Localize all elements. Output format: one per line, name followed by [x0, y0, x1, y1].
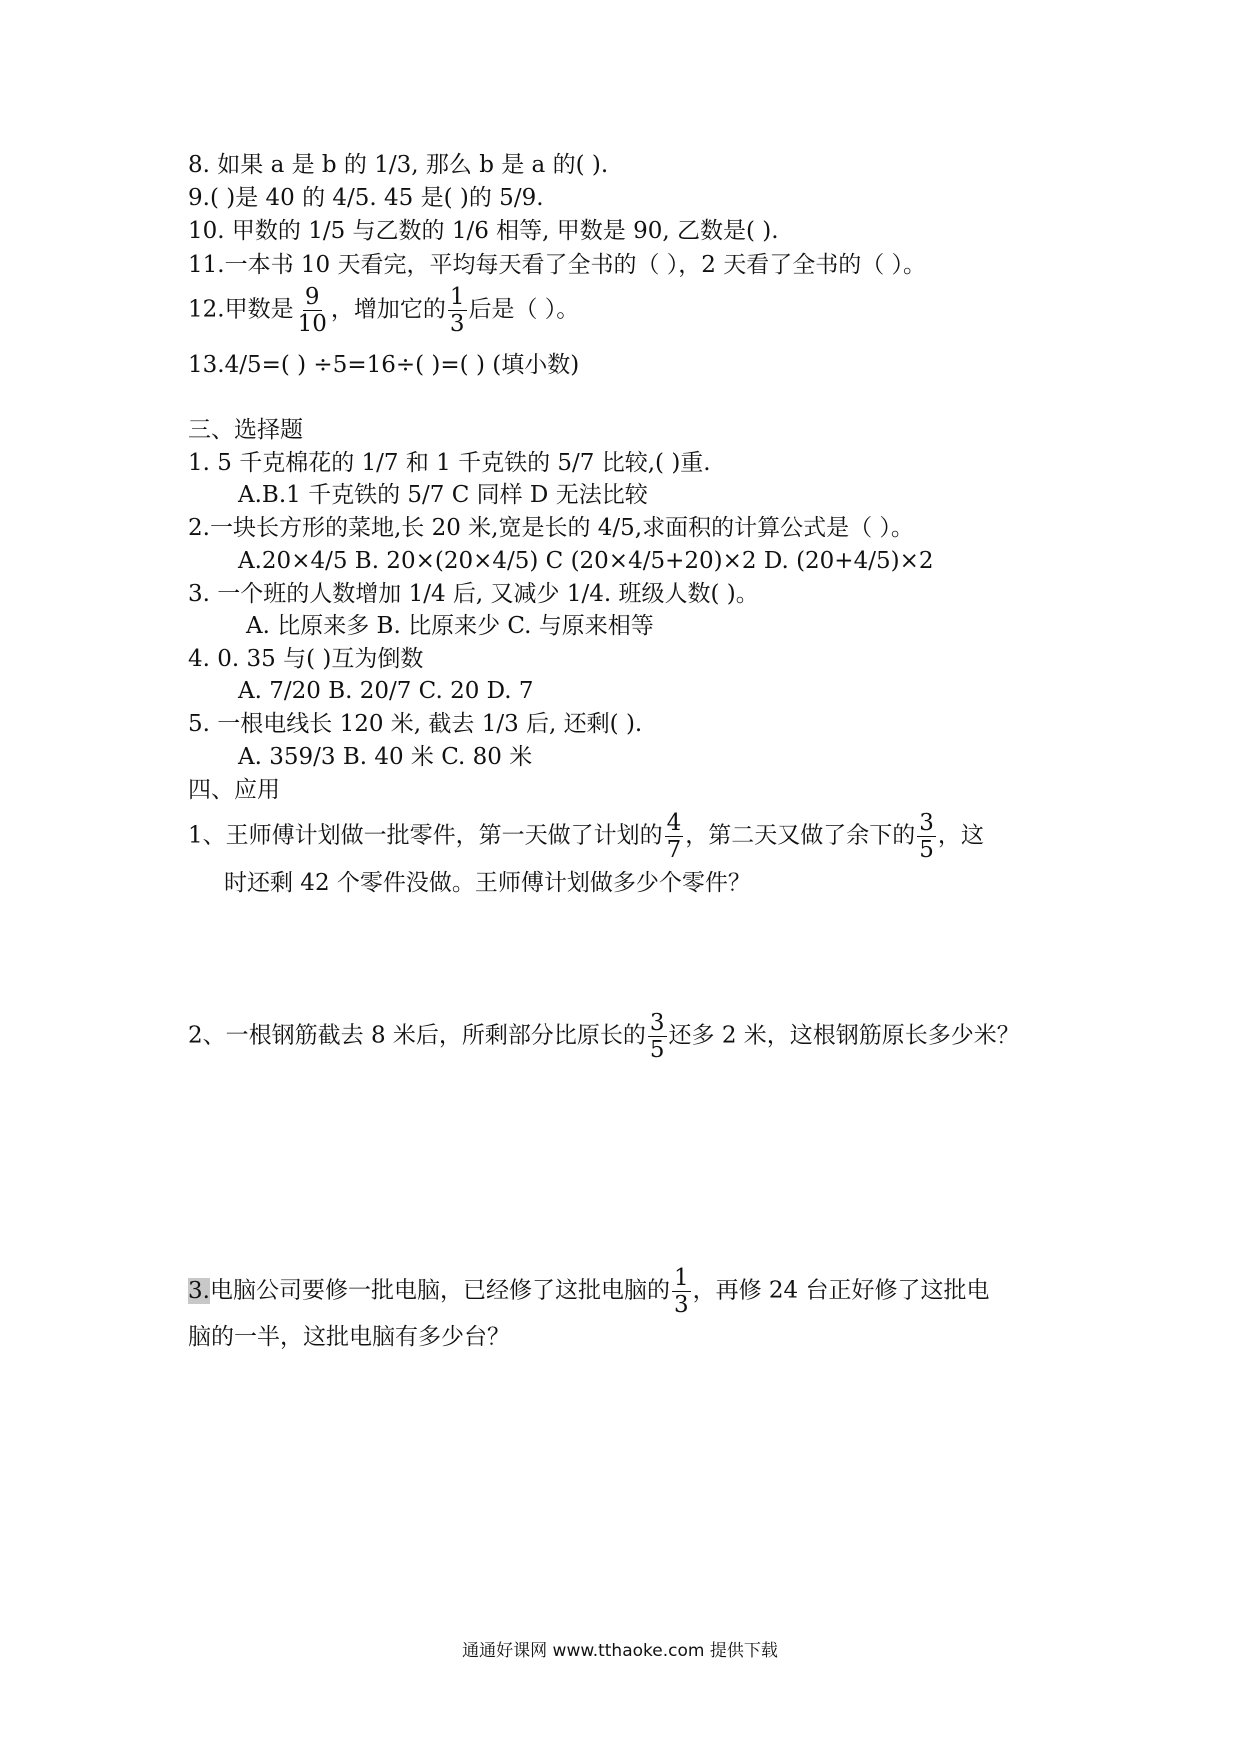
- application-problem-1-line2: 时还剩 42 个零件没做。王师傅计划做多少个零件？: [224, 870, 751, 896]
- choice-question-4: 4. 0. 35 与( )互为倒数: [188, 646, 424, 672]
- choice-question-2: 2.一块长方形的菜地,长 20 米,宽是长的 4/5,求面积的计算公式是（ ）。: [188, 515, 914, 541]
- section-3-title: 三、选择题: [188, 417, 303, 443]
- frac-denominator: 5: [919, 837, 934, 863]
- question-8: 8. 如果 a 是 b 的 1/3, 那么 b 是 a 的( ).: [188, 152, 609, 178]
- q12-middle: ，增加它的: [330, 296, 446, 323]
- choice-options-1: A.B.1 千克铁的 5/7 C 同样 D 无法比较: [238, 482, 648, 508]
- frac-denominator: 3: [673, 1292, 689, 1318]
- choice-question-5: 5. 一根电线长 120 米, 截去 1/3 后, 还剩( ).: [188, 711, 643, 737]
- p2-prefix: 2、一根钢筋截去 8 米后，所剩部分比原长的: [188, 1022, 646, 1049]
- choice-options-3: A. 比原来多 B. 比原来少 C. 与原来相等: [246, 613, 654, 639]
- p3-prefix: 电脑公司要修一批电脑，已经修了这批电脑的: [209, 1277, 670, 1304]
- choice-options-2: A.20×4/5 B. 20×(20×4/5) C (20×4/5+20)×2 D. (20+4/5)×2: [238, 548, 934, 574]
- p1-prefix: 1、王师傅计划做一批零件，第一天做了计划的: [188, 822, 663, 849]
- fraction-4-7: [665, 810, 684, 863]
- question-10: 10. 甲数的 1/5 与乙数的 1/6 相等, 甲数是 90, 乙数是( ).: [188, 218, 779, 244]
- question-9: 9.( )是 40 的 4/5. 45 是( )的 5/9.: [188, 185, 544, 211]
- footer-credit: 通通好课网 www.tthaoke.com 提供下载: [462, 1641, 778, 1661]
- choice-question-3: 3. 一个班的人数增加 1/4 后, 又减少 1/4. 班级人数( )。: [188, 581, 759, 607]
- question-12: [188, 284, 579, 337]
- frac-denominator: 10: [297, 311, 327, 337]
- frac-numerator: 1: [449, 284, 465, 310]
- application-problem-1: [188, 810, 984, 863]
- frac-numerator: 3: [919, 810, 934, 836]
- frac-numerator: 4: [666, 810, 682, 836]
- p2-suffix: 还多 2 米，这根钢筋原长多少米？: [668, 1022, 1020, 1049]
- frac-denominator: 7: [666, 837, 682, 863]
- choice-question-1: 1. 5 千克棉花的 1/7 和 1 千克铁的 5/7 比较,( )重.: [188, 450, 711, 476]
- p3-suffix: ，再修 24 台正好修了这批电: [692, 1277, 990, 1304]
- application-problem-3: [188, 1265, 989, 1318]
- section-4-title: 四、应用: [188, 777, 280, 803]
- fraction-3-5: [648, 1010, 667, 1063]
- frac-numerator: 9: [304, 284, 320, 310]
- frac-numerator: 3: [649, 1010, 665, 1036]
- choice-options-4: A. 7/20 B. 20/7 C. 20 D. 7: [238, 678, 534, 704]
- frac-numerator: 1: [673, 1265, 689, 1291]
- frac-denominator: 3: [449, 311, 465, 337]
- application-problem-2: [188, 1010, 1020, 1063]
- p1-middle: ，第二天又做了余下的: [685, 822, 916, 849]
- q12-prefix: 12.甲数是: [188, 296, 294, 323]
- p3-number-highlight: 3.: [188, 1277, 210, 1304]
- q12-suffix: 后是（ ）。: [468, 296, 580, 323]
- fraction-9-10: [296, 284, 329, 337]
- application-problem-3-line2: 脑的一半，这批电脑有多少台？: [188, 1324, 510, 1350]
- fraction-3-5: [917, 810, 936, 863]
- fraction-1-3: [448, 284, 467, 337]
- question-13: 13.4/5=( ) ÷5=16÷( )=( ) (填小数): [188, 352, 580, 378]
- choice-options-5: A. 359/3 B. 40 米 C. 80 米: [238, 744, 533, 770]
- frac-denominator: 5: [649, 1037, 665, 1063]
- p1-suffix: ，这: [937, 822, 984, 849]
- fraction-1-3: [672, 1265, 691, 1318]
- question-11: 11.一本书 10 天看完，平均每天看了全书的（ ），2 天看了全书的（ ）。: [188, 252, 927, 278]
